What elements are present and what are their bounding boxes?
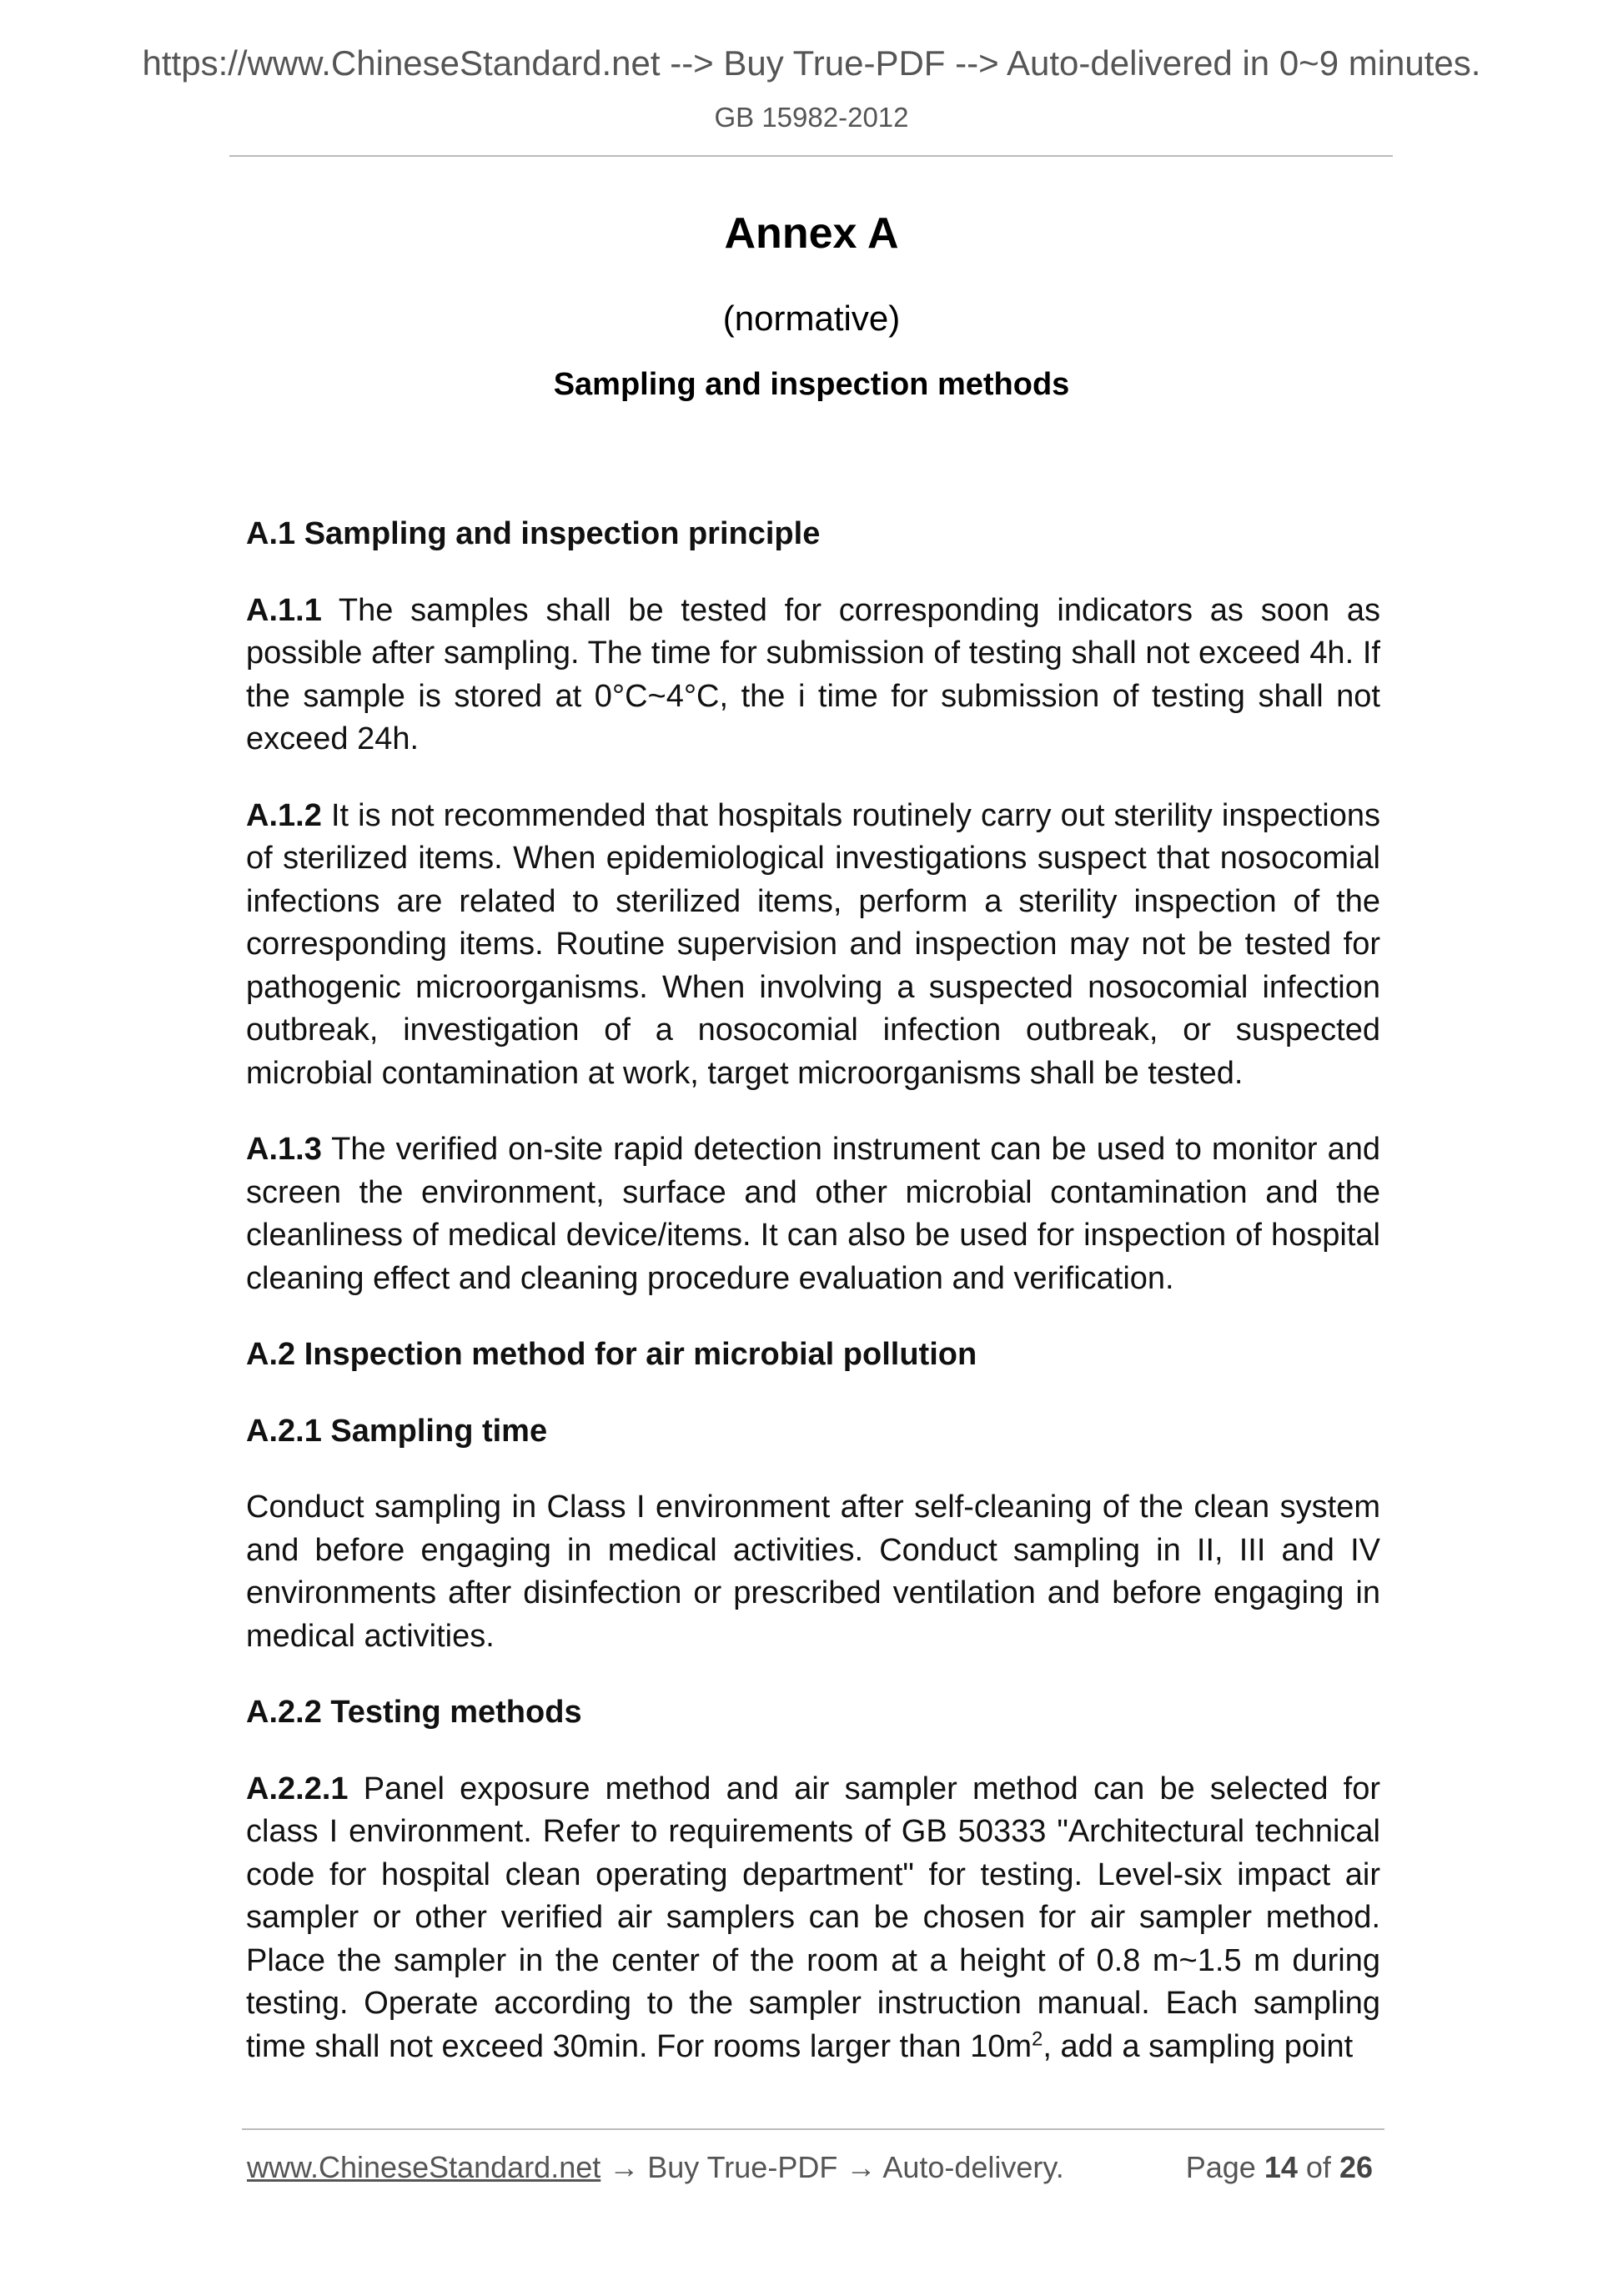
clause-a2-2-1	[246, 1768, 1380, 2069]
clause-text-tail: , add a sampling point	[1043, 2028, 1354, 2064]
clause-text: The samples shall be tested for corresponding indicators as soon as possible after sampling. The time for submission of testing shall not exceed 4h. If the sample is stored at 0°C~4°C, the i time for submission of testing shall not exceed 24h.	[246, 592, 1380, 756]
clause-number: A.1.2	[246, 797, 322, 833]
clause-number: A.1.1	[246, 592, 322, 628]
document-body	[246, 513, 1380, 2102]
clause-a2-1-text: Conduct sampling in Class I environment after self-cleaning of the clean system and before engaging in medical activities. Conduct sampling in II, III and IV environments after disinfection or prescribed ventilation and before engaging in medical activities.	[246, 1490, 1380, 1654]
annex-subtitle: Sampling and inspection methods	[553, 367, 1070, 402]
clause-a1-3	[246, 1128, 1380, 1300]
clause-a1-1	[246, 590, 1380, 761]
superscript: 2	[1031, 2027, 1043, 2050]
clause-text: The verified on-site rapid detection instrument can be used to monitor and screen the environment, surface and other microbial contamination and the cleanliness of medical device/items. It can also be used for inspection of hospital cleaning effect and cleaning procedure evaluation and verification.	[246, 1132, 1380, 1296]
top-banner: https://www.ChineseStandard.net --> Buy True-PDF --> Auto-delivered in 0~9 minutes.	[142, 43, 1481, 83]
header-divider	[229, 155, 1393, 157]
page-label: Page	[1185, 2150, 1256, 2184]
clause-number: A.1.3	[246, 1132, 322, 1167]
footer-tagline: → Buy True-PDF → Auto-delivery.	[600, 2150, 1064, 2184]
section-a2-2-heading: A.2.2 Testing methods	[246, 1695, 582, 1730]
page-number	[1186, 2150, 1373, 2185]
clause-number: A.2.2.1	[246, 1771, 349, 1806]
section-a2-heading: A.2 Inspection method for air microbial pollution	[246, 1337, 977, 1372]
annex-title: Annex A	[724, 209, 899, 258]
page-total: 26	[1339, 2150, 1373, 2184]
footer-left	[247, 2150, 1064, 2185]
annex-type: (normative)	[722, 299, 901, 338]
footer-divider	[242, 2128, 1384, 2130]
clause-text: It is not recommended that hospitals routinely carry out sterility inspections of sterilized items. When epidemiological investigations suspect that nosocomial infections are related to sterilized items, perform a sterility inspection of the corresponding items. Routine supervision and inspection may not be tested for pathogenic microorganisms. When involving a suspected nosocomial infection outbreak, investigation of a nosocomial infection outbreak, or suspected microbial contamination at work, target microorganisms shall be tested.	[246, 797, 1380, 1091]
standard-code: GB 15982-2012	[714, 102, 909, 133]
website-link[interactable]: www.ChineseStandard.net	[247, 2150, 601, 2184]
page-footer	[247, 2150, 1381, 2192]
page-current: 14	[1264, 2150, 1298, 2184]
clause-a1-2	[246, 795, 1380, 1096]
clause-text: Panel exposure method and air sampler method can be selected for class I environment. Refer to requirements of GB 50333 "Architectural technical code for hospital clean operating department" for testing. Level-six impact air sampler or other verified air samplers can be chosen for air sampler method. Place the sampler in the center of the room at a height of 0.8 m~1.5 m during testing. Operate according to the sampler instruction manual. Each sampling time shall not exceed 30min. For rooms larger than 10m	[246, 1771, 1380, 2064]
section-a1-heading: A.1 Sampling and inspection principle	[246, 516, 821, 551]
section-a2-1-heading: A.2.1 Sampling time	[246, 1413, 548, 1449]
page-of: of	[1305, 2150, 1331, 2184]
